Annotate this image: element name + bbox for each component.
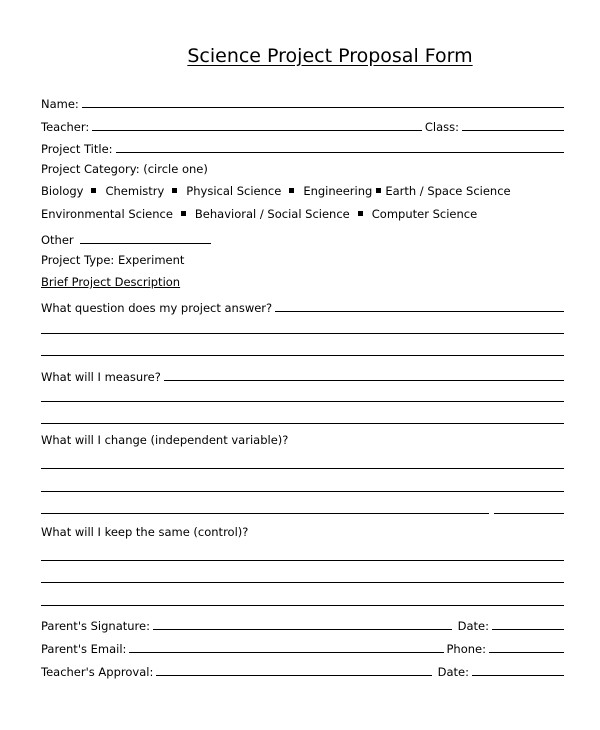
other-row <box>41 229 211 247</box>
bullet-icon <box>181 211 186 216</box>
category-row-1 <box>41 184 511 198</box>
project-title-row <box>41 138 564 156</box>
category-physical-science[interactable]: Physical Science <box>186 184 282 198</box>
date-field[interactable] <box>492 629 564 630</box>
question-4-label: What will I keep the same (control)? <box>41 525 249 539</box>
other-field[interactable] <box>80 243 211 244</box>
teacher-label: Teacher: <box>41 120 90 134</box>
question-2-row <box>41 366 564 384</box>
approval-date-field[interactable] <box>472 675 564 676</box>
phone-label: Phone: <box>446 642 486 656</box>
category-earth-space-science[interactable]: Earth / Space Science <box>385 184 511 198</box>
parent-email-row <box>41 638 564 656</box>
category-environmental-science[interactable]: Environmental Science <box>41 207 173 221</box>
class-field[interactable] <box>462 130 564 131</box>
project-type: Project Type: Experiment <box>41 253 185 267</box>
answer-line[interactable] <box>41 491 564 492</box>
bullet-icon <box>376 188 381 193</box>
parent-signature-label: Parent's Signature: <box>41 619 150 633</box>
question-1-label: What question does my project answer? <box>41 301 273 315</box>
question-1-row <box>41 297 564 315</box>
approval-date-label: Date: <box>437 665 469 679</box>
form-title-text: Science Project Proposal Form <box>187 45 473 67</box>
class-label: Class: <box>424 120 459 134</box>
bullet-icon <box>172 188 177 193</box>
question-2-label: What will I measure? <box>41 370 161 384</box>
category-engineering[interactable]: Engineering <box>303 184 373 198</box>
teacher-approval-field[interactable] <box>156 675 431 676</box>
answer-line[interactable] <box>41 605 564 606</box>
category-chemistry[interactable]: Chemistry <box>105 184 165 198</box>
answer-line[interactable] <box>41 468 564 469</box>
category-computer-science[interactable]: Computer Science <box>371 207 478 221</box>
answer-line[interactable] <box>41 333 564 334</box>
project-title-label: Project Title: <box>41 142 113 156</box>
parent-email-field[interactable] <box>129 652 443 653</box>
parent-email-label: Parent's Email: <box>41 642 127 656</box>
category-behavioral-social-science[interactable]: Behavioral / Social Science <box>194 207 350 221</box>
date-label: Date: <box>457 619 489 633</box>
question-2-field[interactable] <box>164 380 564 381</box>
bullet-icon <box>358 211 363 216</box>
name-label: Name: <box>41 97 79 111</box>
teacher-approval-row <box>41 661 564 679</box>
project-title-field[interactable] <box>116 152 564 153</box>
answer-line[interactable] <box>41 560 564 561</box>
project-category-label: Project Category: (circle one) <box>41 162 208 176</box>
form-title <box>0 44 600 68</box>
answer-line[interactable] <box>41 355 564 356</box>
parent-signature-row <box>41 615 564 633</box>
category-row-2 <box>41 207 477 221</box>
name-field[interactable] <box>82 107 564 108</box>
answer-line[interactable] <box>494 513 564 514</box>
bullet-icon <box>91 188 96 193</box>
answer-line[interactable] <box>41 401 564 402</box>
other-label: Other <box>41 233 74 247</box>
answer-line[interactable] <box>41 513 489 514</box>
phone-field[interactable] <box>489 652 564 653</box>
teacher-field[interactable] <box>92 130 422 131</box>
teacher-class-row <box>41 116 564 134</box>
answer-line[interactable] <box>41 423 564 424</box>
name-row <box>41 93 564 111</box>
brief-description-heading: Brief Project Description <box>41 275 181 289</box>
question-1-field[interactable] <box>275 311 564 312</box>
answer-line[interactable] <box>41 582 564 583</box>
parent-signature-field[interactable] <box>153 629 452 630</box>
teacher-approval-label: Teacher's Approval: <box>41 665 154 679</box>
question-3-label: What will I change (independent variable)? <box>41 433 289 447</box>
bullet-icon <box>289 188 294 193</box>
category-biology[interactable]: Biology <box>41 184 84 198</box>
